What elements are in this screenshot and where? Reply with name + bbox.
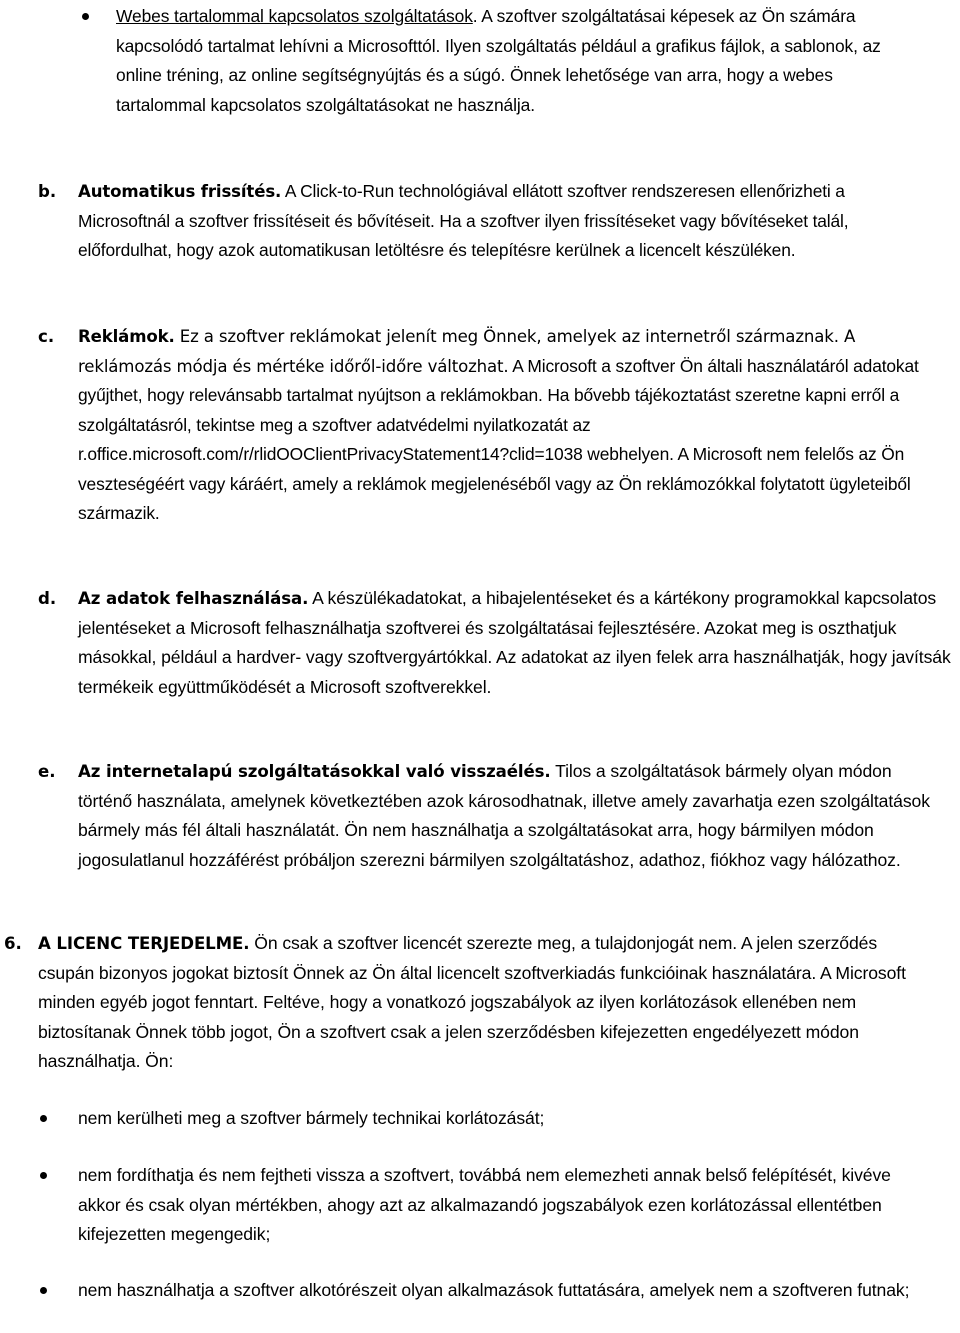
restriction-item: [78, 1276, 938, 1306]
restriction-text: nem kerülheti meg a szoftver bármely technikai korlátozását;: [78, 1108, 545, 1128]
item-b-marker: b.: [38, 182, 57, 201]
item-e-title: Az internetalapú szolgáltatásokkal való visszaélés.: [78, 762, 551, 781]
bullet-web-text: . A szoftver szolgáltatásai képesek az Ön számára kapcsolódó tartalmat lehívni a Microsofttól. Ilyen szolgáltatás például a grafikus fájlok, a sablonok, az online tréning, az online segítségnyújtás és a súgó. Önnek lehetősége van arra, hogy a webes tartalommal kapcsolatos szolgáltatásokat ne használja.: [116, 6, 881, 115]
section-6-paragraph: [38, 929, 930, 1077]
item-c-marker: c.: [38, 327, 55, 346]
bullet-dot: [82, 13, 89, 20]
bullet-web-link: Webes tartalommal kapcsolatos szolgáltatások: [116, 6, 473, 26]
item-c-title: Reklámok.: [78, 327, 175, 346]
restriction-item: [78, 1104, 948, 1134]
item-b-paragraph: [78, 177, 938, 266]
item-d-title: Az adatok felhasználása.: [78, 589, 309, 608]
item-e-paragraph: [78, 757, 944, 875]
item-d-text: A készülékadatokat, a hibajelentéseket és a kártékony programokkal kapcsolatos jelentéseket a Microsoft felhasználhatja szoftverei és szolgáltatásai fejlesztésére. Azokat meg is oszthatjuk másokkal, például a hardver- vagy szoftvergyártókkal. Az adatokat az ilyen felek arra használhatják, hogy javítsák termékeik együttműködését a Microsoft szoftverekkel.: [78, 588, 951, 697]
item-c-text-b: A Microsoft a szoftver Ön általi használatáról adatokat gyűjthet, hogy relevánsabb tartalmat nyújtson a reklámokban. Ha bővebb tájékoztatást szeretne kapni erről a szolgáltatásról, tekintse meg a szoftver adatvédelmi nyilatkozatát az r.office.microsoft.com/r/rlidOOClientPrivacyStatement14?clid=1038 webhelyen. A Microsoft nem felelős az Ön veszteségéért vagy káráért, amely a reklámok megjelenéséből vagy az Ön reklámozókkal folytatott ügyleteiből származik.: [78, 355, 919, 523]
item-b-text: A Click-to-Run technológiával ellátott szoftver rendszeresen ellenőrizheti a Microsoftnál a szoftver frissítéseit és bővítéseit.: [78, 181, 845, 231]
item-b-text-rest: Ha a szoftver ilyen frissítéseket vagy bővítéseket talál, előfordulhat, hogy azok automatikusan letöltésre és telepítésre kerülnek a licencelt készüléken.: [78, 210, 849, 260]
item-c-text-a: Ez a szoftver reklámokat jelenít meg Önnek, amelyek az internetről származnak. A reklámozás módja és mértéke időről-időre változhat.: [78, 327, 856, 376]
restriction-text: nem fordíthatja és nem fejtheti vissza a szoftvert, továbbá nem elemezheti annak belső felépítését, kivéve akkor és csak olyan mértékben, ahogy azt az alkalmazandó jogszabályok ezen korlátozással ellentétben kifejezetten megengedik;: [78, 1165, 891, 1244]
item-d-paragraph: [78, 584, 958, 702]
item-b-title: Automatikus frissítés.: [78, 182, 282, 201]
item-d-marker: d.: [38, 589, 57, 608]
bullet-dot: [40, 1115, 47, 1122]
item-e-text: Tilos a szolgáltatások bármely olyan módon történő használata, amelynek következtében azok károsodhatnak, illetve amely zavarhatja ezen szolgáltatások bármely más fél általi használatát. Ön nem használhatja a szolgáltatásokat arra, hogy bármilyen módon jogosulatlanul hozzáférést próbáljon szerezni bármilyen szolgáltatáshoz, adathoz, fiókhoz vagy hálózathoz.: [78, 761, 930, 870]
section-6-title: A LICENC TERJEDELME.: [38, 934, 250, 953]
item-c-paragraph: [78, 322, 950, 529]
bullet-dot: [40, 1287, 47, 1294]
bullet-web-content: [116, 2, 926, 120]
section-6-text: Ön csak a szoftver licencét szerezte meg, a tulajdonjogát nem. A jelen szerződés csupán bizonyos jogokat biztosít Önnek az Ön által licencelt szoftverkiadás funkcióinak használatára. A Microsoft minden egyéb jogot fenntart. Feltéve, hogy a vonatkozó jogszabályok az ilyen korlátozások ellenében nem biztosítanak Önnek több jogot, Ön a szoftvert csak a jelen szerződésben kifejezetten engedélyezett módon használhatja. Ön:: [38, 933, 906, 1071]
section-6-marker: 6.: [4, 934, 22, 953]
restriction-text: nem használhatja a szoftver alkotórészeit olyan alkalmazások futtatására, amelyek nem a szoftveren futnak;: [78, 1280, 910, 1300]
bullet-dot: [40, 1172, 47, 1179]
restriction-item: [78, 1161, 936, 1250]
item-e-marker: e.: [38, 762, 56, 781]
